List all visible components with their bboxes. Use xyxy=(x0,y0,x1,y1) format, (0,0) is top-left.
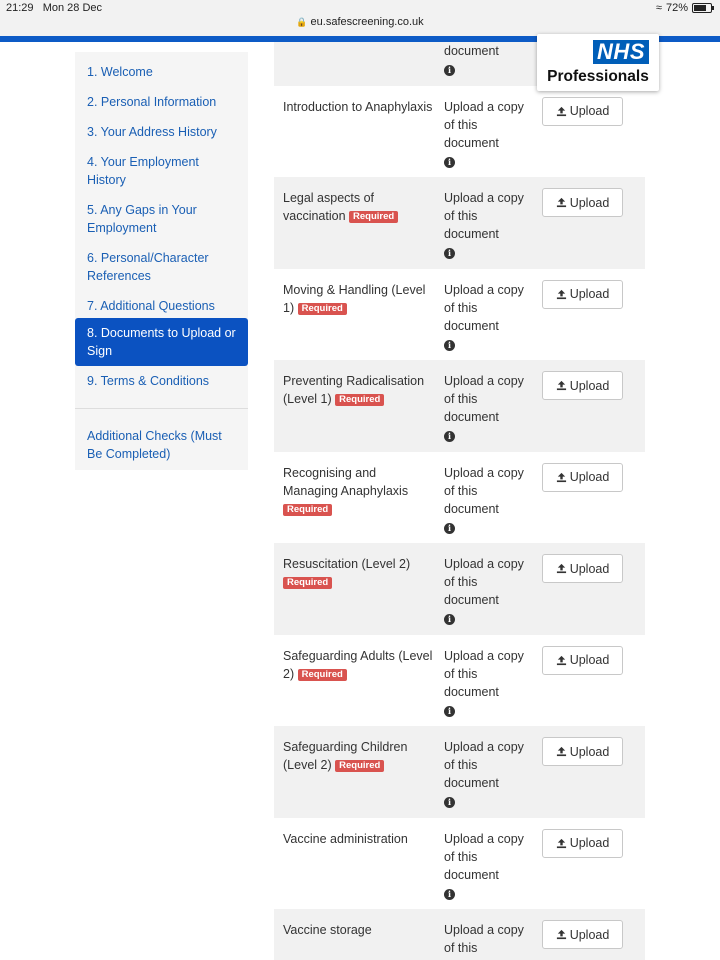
clock: 21:29 xyxy=(6,2,34,14)
table-row xyxy=(274,635,645,727)
description-text: Upload a copy of this document xyxy=(444,191,524,241)
document-description xyxy=(444,189,524,261)
upload-button-label: Upload xyxy=(569,195,610,210)
status-time xyxy=(6,2,102,14)
document-description xyxy=(444,42,524,78)
sidebar-item-label: 2. Personal Information xyxy=(87,95,217,109)
document-description xyxy=(444,921,524,960)
document-title xyxy=(283,464,433,518)
document-title-text: Legal aspects of vaccination xyxy=(283,191,375,223)
description-text: Upload a copy of this document xyxy=(444,740,524,790)
battery-percent: 72% xyxy=(665,2,688,14)
upload-icon xyxy=(556,563,567,574)
document-description xyxy=(444,281,524,353)
required-badge: Required xyxy=(335,760,384,772)
sidebar-item-label: 8. Documents to Upload or Sign xyxy=(87,326,236,358)
description-text: Upload a copy of this document xyxy=(444,374,524,424)
sidebar-item-terms[interactable] xyxy=(75,372,248,400)
upload-icon xyxy=(556,655,567,666)
upload-button-label: Upload xyxy=(569,104,610,118)
description-text: Upload a copy of this document xyxy=(444,557,524,607)
sidebar-item-employment-history[interactable] xyxy=(75,148,248,194)
document-title xyxy=(283,738,433,774)
upload-button[interactable] xyxy=(542,463,623,492)
sidebar-item-label: 9. Terms & Conditions xyxy=(87,374,210,388)
required-badge: Required xyxy=(283,504,332,516)
upload-button-label: Upload xyxy=(569,287,610,301)
description-text: Upload a copy of this document xyxy=(444,282,524,333)
upload-button-label: Upload xyxy=(569,378,610,393)
document-description xyxy=(444,372,524,444)
nhs-logo-mark: NHS xyxy=(593,40,649,64)
table-row xyxy=(274,360,645,452)
document-title-text: Introduction to Anaphylaxis xyxy=(283,99,433,114)
document-description xyxy=(444,98,524,170)
upload-icon xyxy=(556,929,567,940)
upload-button-label: Upload xyxy=(569,561,610,576)
document-title-text: Resuscitation (Level 2) xyxy=(283,557,411,571)
battery-fill xyxy=(694,5,706,11)
document-description xyxy=(444,830,524,902)
upload-button[interactable] xyxy=(542,97,623,126)
battery-icon xyxy=(692,3,712,13)
upload-button[interactable] xyxy=(542,188,623,217)
sidebar-item-personal-information[interactable] xyxy=(75,88,248,116)
upload-button-label: Upload xyxy=(569,470,610,484)
upload-button-label: Upload xyxy=(569,653,610,667)
document-title xyxy=(283,281,433,317)
document-title-text: Safeguarding Children (Level 2) xyxy=(283,740,408,772)
upload-icon xyxy=(556,472,567,483)
required-badge: Required xyxy=(335,394,384,406)
sidebar-item-additional-checks[interactable] xyxy=(75,427,248,467)
status-bar xyxy=(0,0,720,36)
info-icon[interactable]: i xyxy=(444,797,455,808)
nhs-professionals-logo xyxy=(537,34,659,91)
document-title-text: Preventing Radicalisation (Level 1) xyxy=(283,374,425,406)
table-row xyxy=(274,452,645,544)
description-text: Upload a copy of this xyxy=(444,923,524,955)
upload-button-label: Upload xyxy=(569,836,610,850)
upload-icon xyxy=(556,106,567,117)
sidebar-item-label: 6. Personal/Character References xyxy=(87,251,209,283)
table-row xyxy=(274,177,645,269)
upload-button-label: Upload xyxy=(569,744,610,759)
upload-button-label: Upload xyxy=(569,927,610,942)
sidebar-item-employment-gaps[interactable] xyxy=(75,196,248,242)
upload-button[interactable] xyxy=(542,829,623,858)
upload-button[interactable] xyxy=(542,920,623,949)
sidebar-item-references[interactable] xyxy=(75,244,248,290)
table-row xyxy=(274,909,645,960)
document-title-text: Safeguarding Adults (Level 2) xyxy=(283,648,433,681)
sidebar-item-additional-questions[interactable] xyxy=(75,292,248,320)
document-title-text: Moving & Handling (Level 1) xyxy=(283,282,426,315)
upload-icon xyxy=(556,197,567,208)
sidebar-item-label: 1. Welcome xyxy=(87,65,153,79)
info-icon[interactable]: i xyxy=(444,523,455,534)
upload-button[interactable] xyxy=(542,280,623,309)
upload-button[interactable] xyxy=(542,371,623,400)
upload-button[interactable] xyxy=(542,737,623,766)
address-bar[interactable] xyxy=(0,16,720,28)
url-text: eu.safescreening.co.uk xyxy=(310,16,424,28)
document-description xyxy=(444,555,524,627)
sidebar-item-address-history[interactable] xyxy=(75,118,248,146)
description-text: Upload a copy of this document xyxy=(444,99,524,150)
table-row xyxy=(274,726,645,818)
document-description xyxy=(444,647,524,719)
document-title xyxy=(283,189,433,225)
upload-button[interactable] xyxy=(542,646,623,675)
sidebar-nav xyxy=(75,52,248,470)
info-icon[interactable]: i xyxy=(444,157,455,168)
upload-icon xyxy=(556,746,567,757)
sidebar-item-label: 3. Your Address History xyxy=(87,125,217,139)
sidebar-item-label: Additional Checks (Must Be Completed) xyxy=(87,429,222,461)
required-badge: Required xyxy=(298,303,347,315)
info-icon[interactable]: i xyxy=(444,248,455,259)
info-icon[interactable]: i xyxy=(444,431,455,442)
info-icon[interactable]: i xyxy=(444,614,455,625)
description-text: Upload a copy of this document xyxy=(444,465,524,516)
status-indicators xyxy=(656,2,712,14)
info-icon[interactable]: i xyxy=(444,889,455,900)
document-title xyxy=(283,555,433,591)
document-title-text: Recognising and Managing Anaphylaxis xyxy=(283,465,409,498)
wifi-icon: ≈ xyxy=(655,2,662,14)
lock-icon: 🔒 xyxy=(296,17,308,27)
table-row xyxy=(274,86,645,178)
document-title xyxy=(283,98,433,116)
upload-icon xyxy=(556,380,567,391)
document-title-text: Vaccine storage xyxy=(283,923,372,937)
sidebar-item-label: 4. Your Employment History xyxy=(87,155,199,187)
sidebar-item-welcome[interactable] xyxy=(75,58,248,86)
required-badge: Required xyxy=(349,211,398,223)
info-icon[interactable]: i xyxy=(444,706,455,717)
info-icon[interactable]: i xyxy=(444,65,455,76)
table-row xyxy=(274,543,645,635)
description-text: Upload a copy of this document xyxy=(444,648,524,699)
document-title xyxy=(283,921,433,939)
upload-icon xyxy=(556,289,567,300)
info-icon[interactable]: i xyxy=(444,340,455,351)
documents-table xyxy=(274,42,645,960)
required-badge: Required xyxy=(298,669,347,681)
logo-text: Professionals xyxy=(547,68,649,85)
sidebar-divider xyxy=(75,408,248,409)
document-description xyxy=(444,738,524,810)
table-row xyxy=(274,269,645,361)
document-title xyxy=(283,830,433,848)
document-title-text: Vaccine administration xyxy=(283,831,408,846)
document-title xyxy=(283,372,433,408)
upload-button[interactable] xyxy=(542,554,623,583)
required-badge: Required xyxy=(283,577,332,589)
upload-icon xyxy=(556,838,567,849)
document-description xyxy=(444,464,524,536)
sidebar-item-documents[interactable] xyxy=(75,318,248,366)
sidebar-item-label: 5. Any Gaps in Your Employment xyxy=(87,203,197,235)
table-row xyxy=(274,818,645,910)
description-text: Upload a copy of this document xyxy=(444,831,524,882)
document-title xyxy=(283,647,433,683)
sidebar-item-label: 7. Additional Questions xyxy=(87,299,215,313)
date: Mon 28 Dec xyxy=(42,2,103,14)
description-text: document xyxy=(444,44,499,58)
